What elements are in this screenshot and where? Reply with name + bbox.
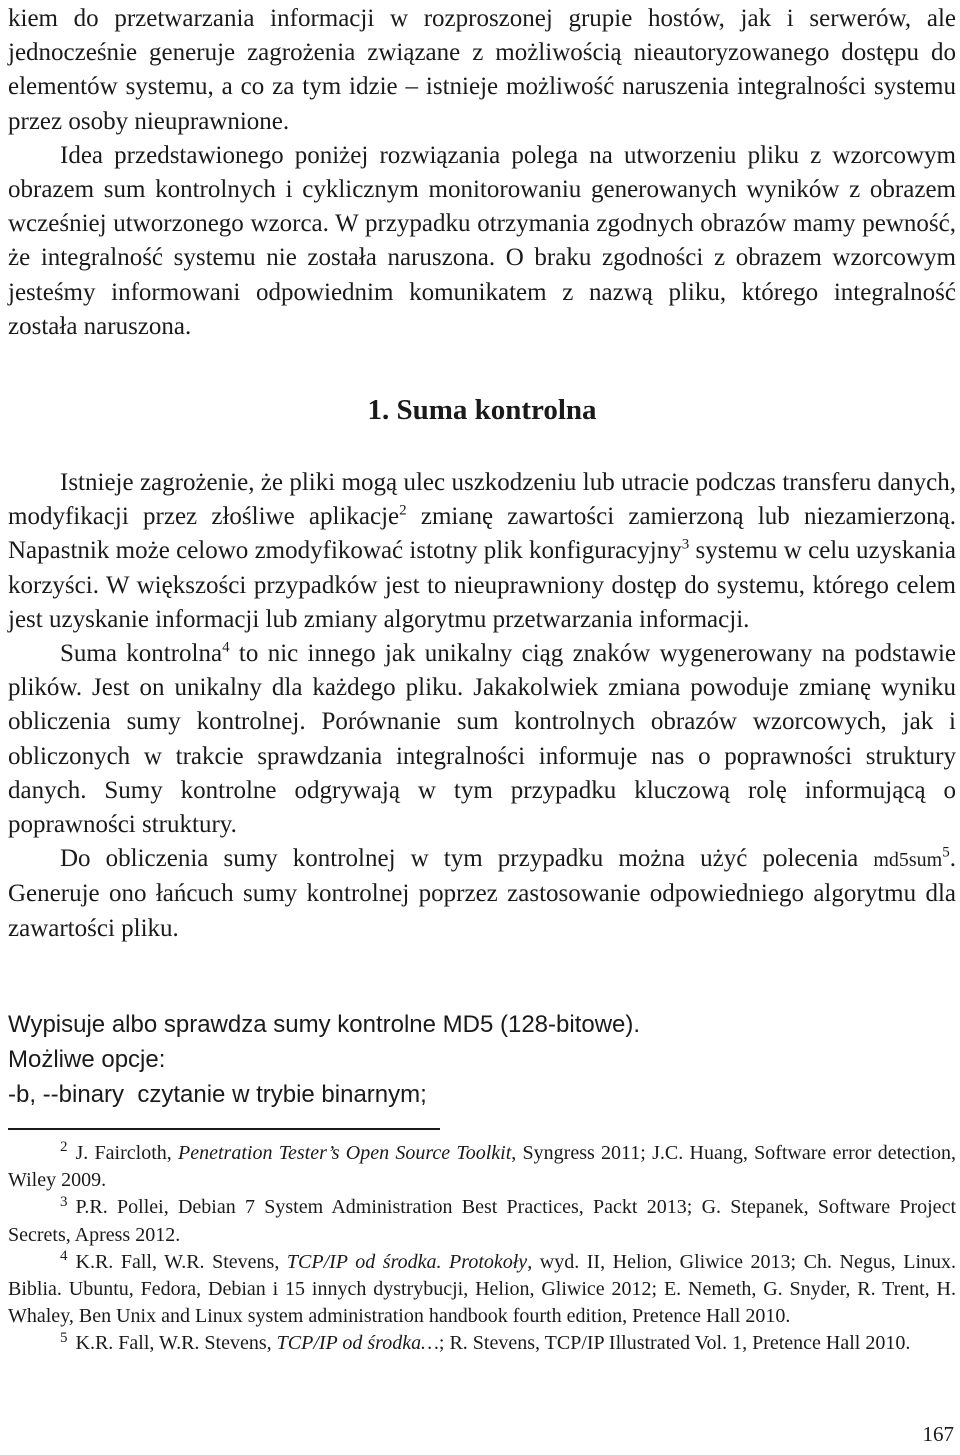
section-text: Do obliczenia sumy kontrolnej w tym przypadku można użyć polecenia bbox=[60, 845, 874, 873]
footnote-separator bbox=[8, 1128, 440, 1130]
footnote-text: K.R. Fall, W.R. Stevens, bbox=[75, 1332, 277, 1355]
footnote-5 bbox=[8, 1330, 956, 1357]
section-paragraph-threats bbox=[8, 466, 956, 637]
footnote-2 bbox=[8, 1140, 956, 1194]
section-text: Istnieje zagrożenie, że pliki mogą ulec uszkodzeniu lub utracie podczas transferu danych, modyfikacji przez złośliwe aplikacje bbox=[8, 469, 956, 531]
section-text: systemu w celu uzyskania korzyści. W większości przypadków jest to nieuprawniony dostęp do systemu, którego celem jest uzyskanie informacji lub zmiany algorytmu przetwarzania informacji. bbox=[8, 537, 956, 633]
help-line-options: Możliwe opcje: bbox=[8, 1046, 166, 1073]
footnote-number: 2 bbox=[60, 1139, 68, 1156]
page-number: 167 bbox=[922, 1422, 954, 1446]
footnote-text: K.R. Fall, W.R. Stevens, bbox=[75, 1250, 287, 1273]
help-line-description: Wypisuje albo sprawdza sumy kontrolne MD5 (128-bitowe). bbox=[8, 1011, 641, 1038]
footnote-text: , wyd. II, Helion, Gliwice 2013; Ch. Negus, Linux. Biblia. Ubuntu, Fedora, Debian i 15 innych dystrybucji, Helion, Gliwice 2012; E. Nemeth, G. Snyder, R. Trent, H. Whaley, Ben Unix and Linux system administration handbook fourth edition, Pretence Hall 2010. bbox=[8, 1250, 957, 1328]
section-text: . Generuje ono łańcuch sumy kontrolnej poprzez zastosowanie odpowiedniego algorytmu dla zawartości pliku. bbox=[8, 845, 956, 942]
section-text: Suma kontrolna bbox=[60, 640, 223, 668]
section-text: zmianę zawartości zamierzoną lub niezamierzoną. Napastnik może celowo zmodyfikować istotny plik konfiguracyjny bbox=[8, 503, 957, 565]
footnote-title: Penetration Tester’s Open Source Toolkit bbox=[178, 1142, 512, 1164]
section-text: to nic innego jak unikalny ciąg znaków wygenerowany na podstawie plików. Jest on unikalny dla każdego pliku. Jakakolwiek zmiana powoduje zmianę wyniku obliczenia sumy kontrolnej. Porównanie sum kontrolnych obrazów wzorcowych, jak i obliczonych w trakcie sprawdzania integralności informuje nas o poprawności struktury danych. Sumy kontrolne odgrywają w tym przypadku kluczową rolę informującą o poprawności struktury. bbox=[8, 640, 956, 839]
footnote-number: 3 bbox=[60, 1193, 68, 1210]
footnotes bbox=[8, 1140, 956, 1358]
footnote-4 bbox=[8, 1249, 956, 1331]
footnote-text: J. Faircloth, bbox=[75, 1142, 179, 1164]
footnote-ref-5[interactable]: 5 bbox=[942, 844, 950, 861]
intro-paragraph-idea: Idea przedstawionego poniżej rozwiązania polega na utworzeniu pliku z wzorcowym obrazem sum kontrolnych i cyklicznym monitorowaniu generowanych wyników z obrazem wcześniej utworzonego wzorca. W przypadku otrzymania zgodnych obrazów mamy pewność, że integralność systemu nie została naruszona. O braku zgodności z obrazem wzorcowym jesteśmy informowani odpowiednim komunikatem z nazwą pliku, którego integralność została naruszona. bbox=[8, 141, 956, 340]
md5sum-help-block bbox=[8, 1007, 956, 1112]
intro-paragraph-continued: kiem do przetwarzania informacji w rozproszonej grupie hostów, jak i serwerów, ale jednocześnie generuje zagrożenia związane z możliwością nieautoryzowanego dostępu do elementów systemu, a co za tym idzie – istnieje możliwość naruszenia integralności systemu przez osoby nieuprawnione. bbox=[8, 5, 956, 135]
footnote-number: 4 bbox=[60, 1248, 68, 1265]
footnote-title: TCP/IP od środka… bbox=[276, 1332, 439, 1355]
section-paragraph-md5sum bbox=[8, 842, 956, 946]
footnote-number: 5 bbox=[60, 1329, 68, 1346]
intro-text bbox=[8, 2, 956, 344]
section-paragraph-checksum bbox=[8, 637, 956, 842]
section-heading: 1. Suma kontrolna bbox=[367, 394, 597, 426]
footnote-ref-2[interactable]: 2 bbox=[399, 502, 407, 519]
footnote-3 bbox=[8, 1194, 956, 1248]
footnote-ref-4[interactable]: 4 bbox=[222, 639, 230, 656]
footnote-text: , Syngress 2011; J.C. Huang, Software error detection, Wiley 2009. bbox=[8, 1142, 956, 1192]
md5sum-command: md5sum bbox=[873, 849, 943, 872]
footnote-ref-3[interactable]: 3 bbox=[681, 537, 690, 554]
section-body bbox=[8, 466, 956, 946]
help-line-binary-option: -b, --binary czytanie w trybie binarnym; bbox=[8, 1081, 427, 1108]
footnote-title: TCP/IP od środka. Protokoły bbox=[286, 1250, 528, 1273]
footnote-text: ; R. Stevens, TCP/IP Illustrated Vol. 1, Pretence Hall 2010. bbox=[438, 1332, 911, 1355]
footnote-text: P.R. Pollei, Debian 7 System Administration Best Practices, Packt 2013; G. Stepanek, Software Project Secrets, Apress 2012. bbox=[8, 1196, 956, 1246]
